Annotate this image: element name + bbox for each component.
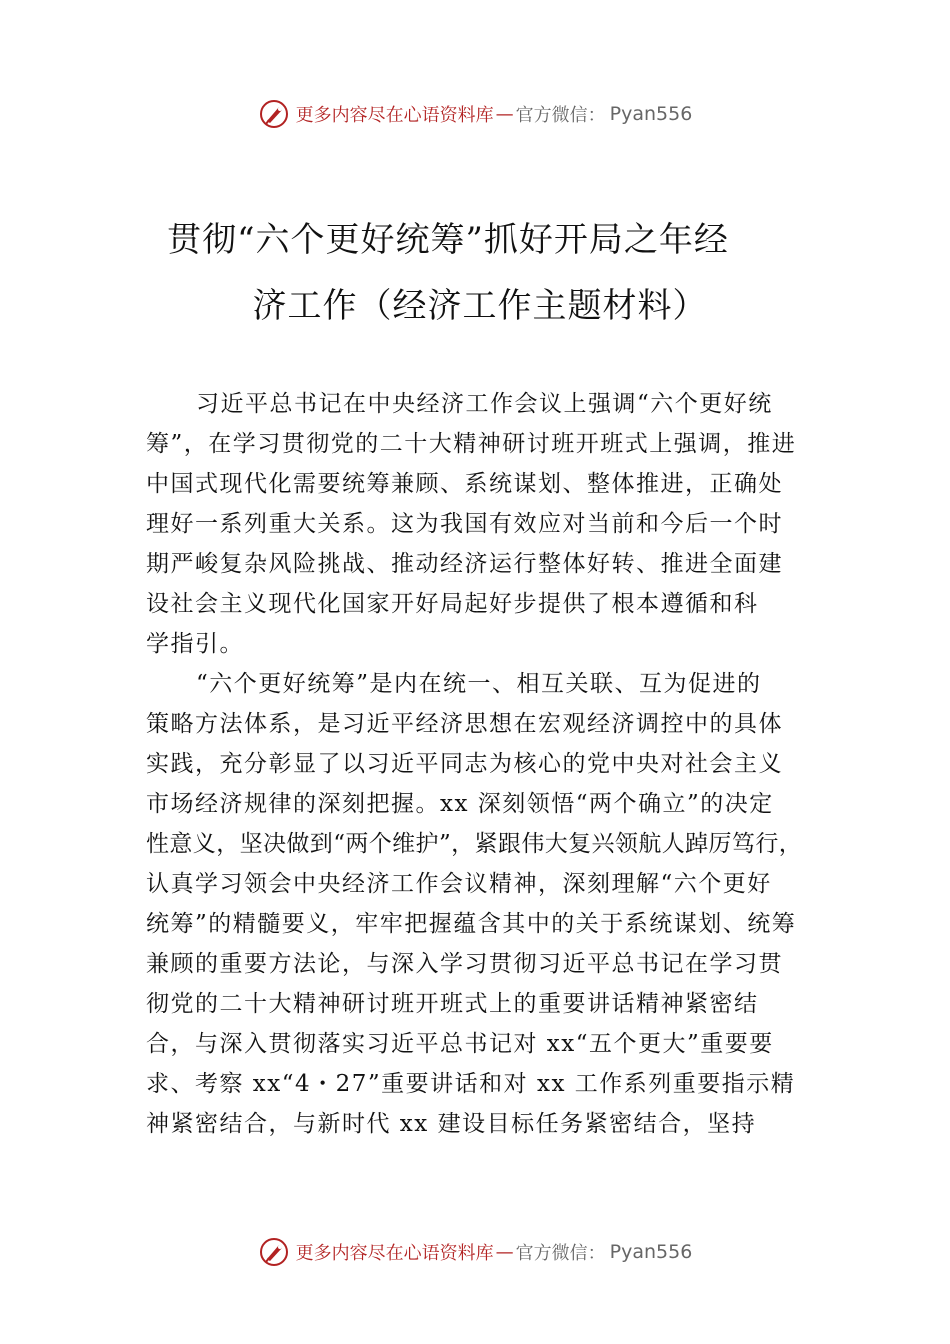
watermark-separator: — [495,103,514,125]
paragraph-2-line: 神紧密结合，与新时代 xx 建设目标任务紧密结合，坚持 [146,1111,757,1137]
paragraph-1-line: 学指引。 [146,631,244,657]
watermark-separator: — [495,1241,514,1263]
watermark-promo-text: 更多内容尽在心语资料库 [295,105,494,126]
paragraph-2-line: 合，与深入贯彻落实习近平总书记对 xx“五个更大”重要要 [146,1031,774,1057]
watermark-wechat-id: Pyan556 [609,1241,693,1263]
quill-pen-icon [258,1236,290,1268]
document-title-line-1: 贯彻“六个更好统筹”抓好开局之年经 [167,220,729,260]
watermark-wechat-label: 官方微信： [515,1243,606,1264]
paragraph-2-line: 市场经济规律的深刻把握。xx 深刻领悟“两个确立”的决定 [146,791,774,817]
paragraph-1-line: 筹”，在学习贯彻党的二十大精神研讨班开班式上强调，推进 [146,431,797,457]
document-title-line-2: 济工作（经济工作主题材料） [252,286,708,326]
paragraph-1-line: 设社会主义现代化国家开好局起好步提供了根本遵循和科 [146,591,759,617]
paragraph-1-line: 习近平总书记在中央经济工作会议上强调“六个更好统 [196,391,773,417]
footer-watermark [0,1232,950,1272]
paragraph-2-line: 认真学习领会中央经济工作会议精神，深刻理解“六个更好 [146,871,772,897]
watermark-wechat-id: Pyan556 [609,103,693,125]
paragraph-1-line: 期严峻复杂风险挑战、推动经济运行整体好转、推进全面建 [146,551,783,577]
document-body [146,384,836,1144]
paragraph-2-line: “六个更好统筹”是内在统一、相互关联、互为促进的 [196,671,762,697]
watermark-promo-text: 更多内容尽在心语资料库 [295,1243,494,1264]
paragraph-2-line: 统筹”的精髓要义，牢牢把握蕴含其中的关于系统谋划、统筹 [146,911,797,937]
paragraph-2-line: 兼顾的重要方法论，与深入学习贯彻习近平总书记在学习贯 [146,951,783,977]
header-watermark [0,94,950,134]
watermark-wechat-label: 官方微信： [515,105,606,126]
paragraph-2-line: 性意义，坚决做到“两个维护”，紧跟伟大复兴领航人踔厉笃行， [146,831,803,857]
paragraph-1-line: 中国式现代化需要统筹兼顾、系统谋划、整体推进，正确处 [146,471,783,497]
paragraph-2-line: 求、考察 xx“4・27”重要讲话和对 xx 工作系列重要指示精 [146,1071,796,1097]
paragraph-1-line: 理好一系列重大关系。这为我国有效应对当前和今后一个时 [146,511,783,537]
quill-pen-icon [258,98,290,130]
paragraph-2-line: 实践，充分彰显了以习近平同志为核心的党中央对社会主义 [146,751,783,777]
paragraph-2-line: 策略方法体系，是习近平经济思想在宏观经济调控中的具体 [146,711,783,737]
paragraph-2-line: 彻党的二十大精神研讨班开班式上的重要讲话精神紧密结 [146,991,759,1017]
